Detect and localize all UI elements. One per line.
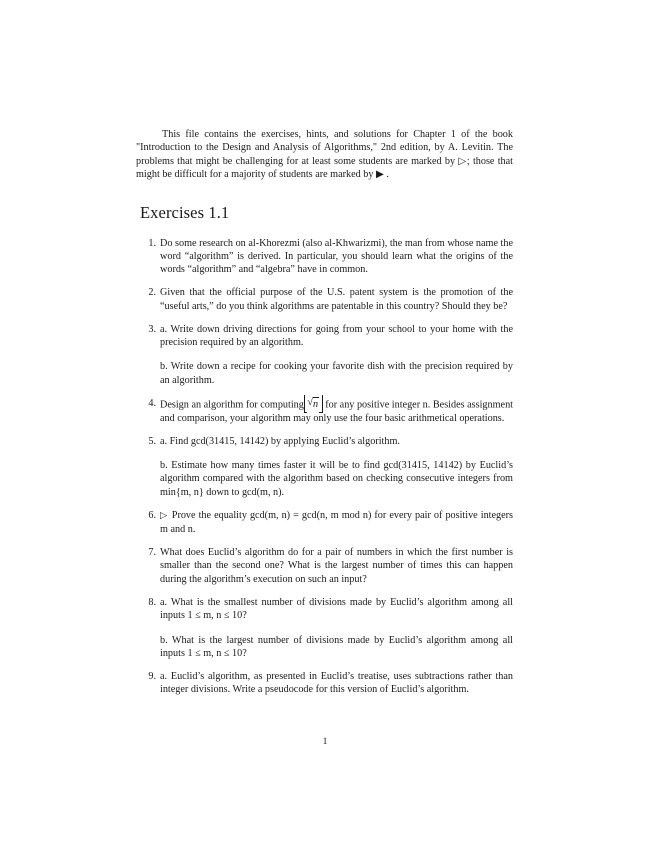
exercise-item-4 (136, 397, 513, 425)
exercise-item-2 (136, 286, 513, 313)
radicand: n (313, 397, 320, 412)
challenging-marker-icon: ▷ (160, 510, 168, 521)
exercise-text-a: a. Find gcd(31415, 14142) by applying Euclid’s algorithm. (160, 435, 400, 447)
exercise-number: 4. (148, 397, 156, 409)
exercise-item-7 (136, 546, 513, 586)
exercise-text-b: b. What is the largest number of divisions made by Euclid’s algorithm among all inputs 1 ≤ m, n ≤ 10? (160, 634, 513, 659)
exercise-text: Do some research on al-Khorezmi (also al-Khwarizmi), the man from whose name the word “algorithm” is derived. In particular, you should learn what the origins of the words “algorithm” and “algebra” have in common. (160, 237, 513, 276)
exercise-text (160, 397, 513, 425)
exercise-text-b: b. Write down a recipe for cooking your favorite dish with the precision required by an algorithm. (160, 361, 513, 386)
page-title: Exercises 1.1 (140, 202, 230, 222)
exercise-text-a: a. What is the smallest number of divisions made by Euclid’s algorithm among all inputs 1 ≤ m, n ≤ 10? (160, 596, 513, 622)
exercise-item-9 (136, 670, 513, 697)
exercise-number: 3. (148, 323, 156, 335)
exercise-item-8 (136, 596, 513, 661)
exercise-number: 5. (148, 435, 156, 447)
exercise-number: 2. (148, 287, 156, 299)
exercise-text-b: b. Estimate how many times faster it will be to find gcd(31415, 14142) by Euclid’s algorithm compared with the algorithm based on checking consecutive integers from min{m, n} down to gcd(m, n). (160, 460, 513, 498)
page-number: 1 (322, 736, 328, 747)
exercise-number: 9. (148, 670, 156, 682)
exercise-text-body: Prove the equality gcd(m, n) = gcd(n, m mod n) for every pair of positive integers m and n. (160, 509, 513, 536)
exercise-text: Given that the official purpose of the U.S. patent system is the promotion of the “useful arts,” do you think algorithms are patentable in this country? Should they be? (160, 287, 513, 312)
exercise-text: What does Euclid’s algorithm do for a pair of numbers in which the first number is smaller than the second one? What is the largest number of times this can happen during the algorithm’s execution on such an input? (160, 547, 513, 585)
exercise-list (136, 237, 513, 697)
text-block (136, 128, 513, 697)
exercise-number: 8. (148, 596, 156, 608)
exercise-item-3 (136, 323, 513, 388)
intro-paragraph: This file contains the exercises, hints, and solutions for Chapter 1 of the book "Introduction to the Design and Analysis of Algorithms," 2nd edition, by A. Levitin. The problems that might be challenging for at least some students are marked by ▷; those that might be difficult for a majority of students are marked by ▶ . (136, 129, 513, 181)
exercise-text-after: for any positive integer n. Besides assignment and comparison, your algorithm may only use the four basic arithmetical operations. (160, 399, 513, 424)
exercise-number: 1. (148, 237, 156, 249)
exercise-item-5 (136, 435, 513, 500)
exercise-item-1 (136, 237, 513, 277)
exercise-number: 7. (148, 547, 156, 559)
exercise-item-6 (136, 509, 513, 537)
exercise-text-a: a. Write down driving directions for going from your school to your home with the precision required by an algorithm. (160, 323, 513, 349)
exercise-text-before: Design an algorithm for computing (160, 399, 304, 411)
exercise-number: 6. (148, 509, 156, 521)
exercise-text: a. Euclid’s algorithm, as presented in Euclid’s treatise, uses subtractions rather than integer divisions. Write a pseudocode for this version of Euclid’s algorithm. (160, 670, 513, 696)
exercise-text (160, 509, 513, 537)
floor-sqrt-expression (304, 397, 323, 412)
sqrt-icon (307, 397, 319, 412)
